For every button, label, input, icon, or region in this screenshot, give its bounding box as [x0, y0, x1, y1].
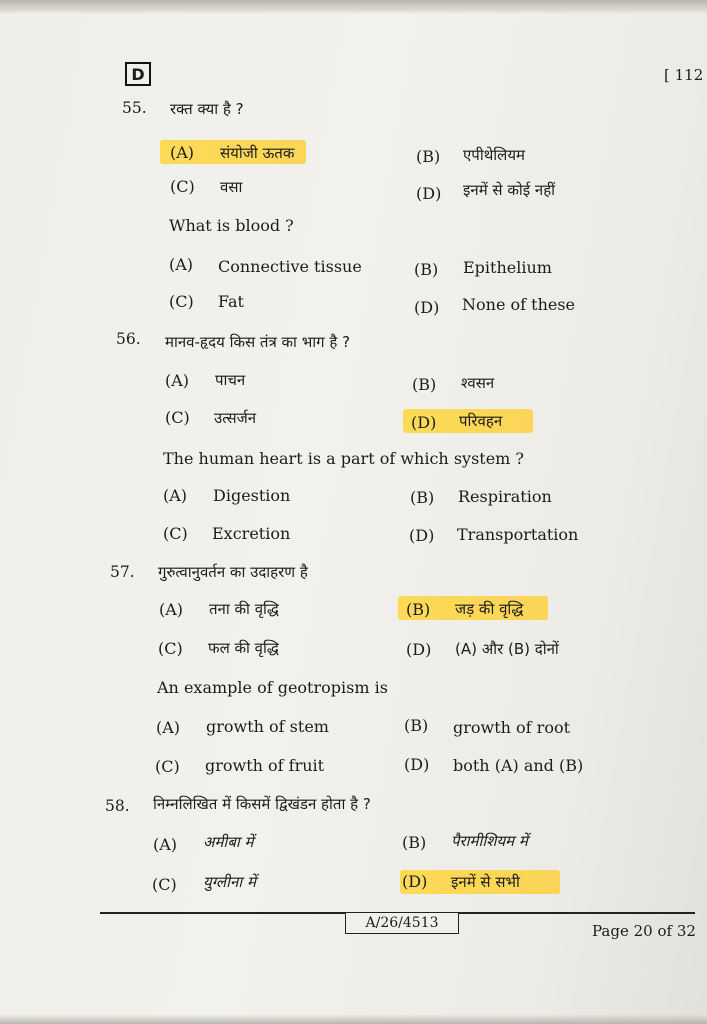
- option-text-english: growth of fruit: [205, 756, 325, 775]
- question-number: 57.: [110, 563, 135, 581]
- question-text-hindi: मानव-हृदय किस तंत्र का भाग है ?: [165, 333, 351, 351]
- option-letter: (D): [411, 413, 437, 432]
- question-number: 58.: [105, 797, 130, 815]
- question-text-hindi: गुरुत्वानुवर्तन का उदाहरण है: [158, 563, 308, 581]
- option-text-hindi: इनमें से सभी: [451, 873, 520, 891]
- option-letter: (C): [170, 177, 195, 196]
- paper-code: A/26/4513: [365, 915, 439, 931]
- option-letter: (B): [402, 833, 427, 852]
- option-text-hindi: फल की वृद्धि: [208, 639, 279, 657]
- option-text-english: growth of root: [453, 718, 571, 737]
- option-text-hindi: एपीथेलियम: [463, 146, 526, 164]
- scan-edge-top: [0, 0, 707, 14]
- option-letter: (C): [163, 524, 188, 543]
- option-letter: (B): [416, 147, 441, 166]
- option-letter: (A): [156, 718, 181, 737]
- option-letter: (A): [169, 255, 194, 274]
- page-number: [ 112: [664, 66, 704, 84]
- option-text-hindi: तना की वृद्धि: [209, 600, 279, 618]
- option-letter: (A): [153, 835, 178, 854]
- option-text-english: Connective tissue: [218, 257, 362, 276]
- scan-edge-bottom: [0, 1014, 707, 1024]
- option-text-english: growth of stem: [206, 717, 329, 736]
- option-text-english: Fat: [218, 292, 244, 311]
- option-text-hindi: परिवहन: [459, 412, 503, 430]
- option-text-hindi: (A) और (B) दोनों: [455, 640, 559, 658]
- option-text-hindi: उत्सर्जन: [214, 409, 257, 427]
- option-text-english: None of these: [462, 295, 576, 314]
- option-letter: (C): [165, 408, 190, 427]
- option-letter: (C): [158, 639, 183, 658]
- question-number: 55.: [122, 99, 147, 117]
- page-of-label: Page 20 of 32: [592, 922, 696, 940]
- option-letter: (B): [410, 488, 435, 507]
- question-text-hindi: रक्त क्या है ?: [170, 100, 244, 118]
- option-letter: (C): [169, 292, 194, 311]
- option-letter: (C): [155, 757, 180, 776]
- option-text-hindi: पाचन: [215, 371, 246, 389]
- option-text-english: Digestion: [213, 486, 291, 505]
- question-number: 56.: [116, 330, 141, 348]
- set-label-box: [125, 62, 151, 86]
- option-letter: (B): [404, 716, 429, 735]
- option-letter: (D): [404, 755, 430, 774]
- question-text-english: What is blood ?: [169, 216, 294, 235]
- option-letter: (A): [159, 600, 184, 619]
- option-letter: (B): [414, 260, 439, 279]
- option-text-english: both (A) and (B): [453, 756, 584, 775]
- option-text-hindi: संयोजी ऊतक: [220, 144, 295, 162]
- set-label: D: [131, 64, 145, 84]
- option-letter: (D): [402, 872, 428, 891]
- option-letter: (D): [406, 640, 432, 659]
- option-text-hindi: वसा: [220, 178, 243, 196]
- option-text-english: Excretion: [212, 524, 291, 543]
- question-text-english: An example of geotropism is: [157, 678, 388, 697]
- option-text-hindi: अमीबा में: [203, 833, 254, 851]
- question-text-hindi: निम्नलिखित में किसमें द्विखंडन होता है ?: [153, 795, 371, 813]
- option-letter: (A): [170, 143, 195, 162]
- option-text-hindi: जड़ की वृद्धि: [455, 600, 524, 618]
- option-letter: (B): [406, 600, 431, 619]
- option-text-hindi: श्वसन: [461, 374, 495, 392]
- option-text-english: Respiration: [458, 487, 552, 506]
- option-letter: (A): [165, 371, 190, 390]
- paper-code-box: [345, 912, 459, 934]
- option-text-hindi: पैरामीशियम में: [451, 832, 528, 850]
- option-text-hindi: युग्लीना में: [203, 873, 256, 891]
- option-text-hindi: इनमें से कोई नहीं: [463, 181, 556, 199]
- option-letter: (D): [416, 184, 442, 203]
- option-text-english: Epithelium: [463, 258, 552, 277]
- option-letter: (D): [409, 526, 435, 545]
- option-text-english: Transportation: [457, 525, 579, 544]
- option-letter: (C): [152, 875, 177, 894]
- option-letter: (B): [412, 375, 437, 394]
- question-text-english: The human heart is a part of which system ?: [163, 449, 525, 468]
- option-letter: (D): [414, 298, 440, 317]
- option-letter: (A): [163, 486, 188, 505]
